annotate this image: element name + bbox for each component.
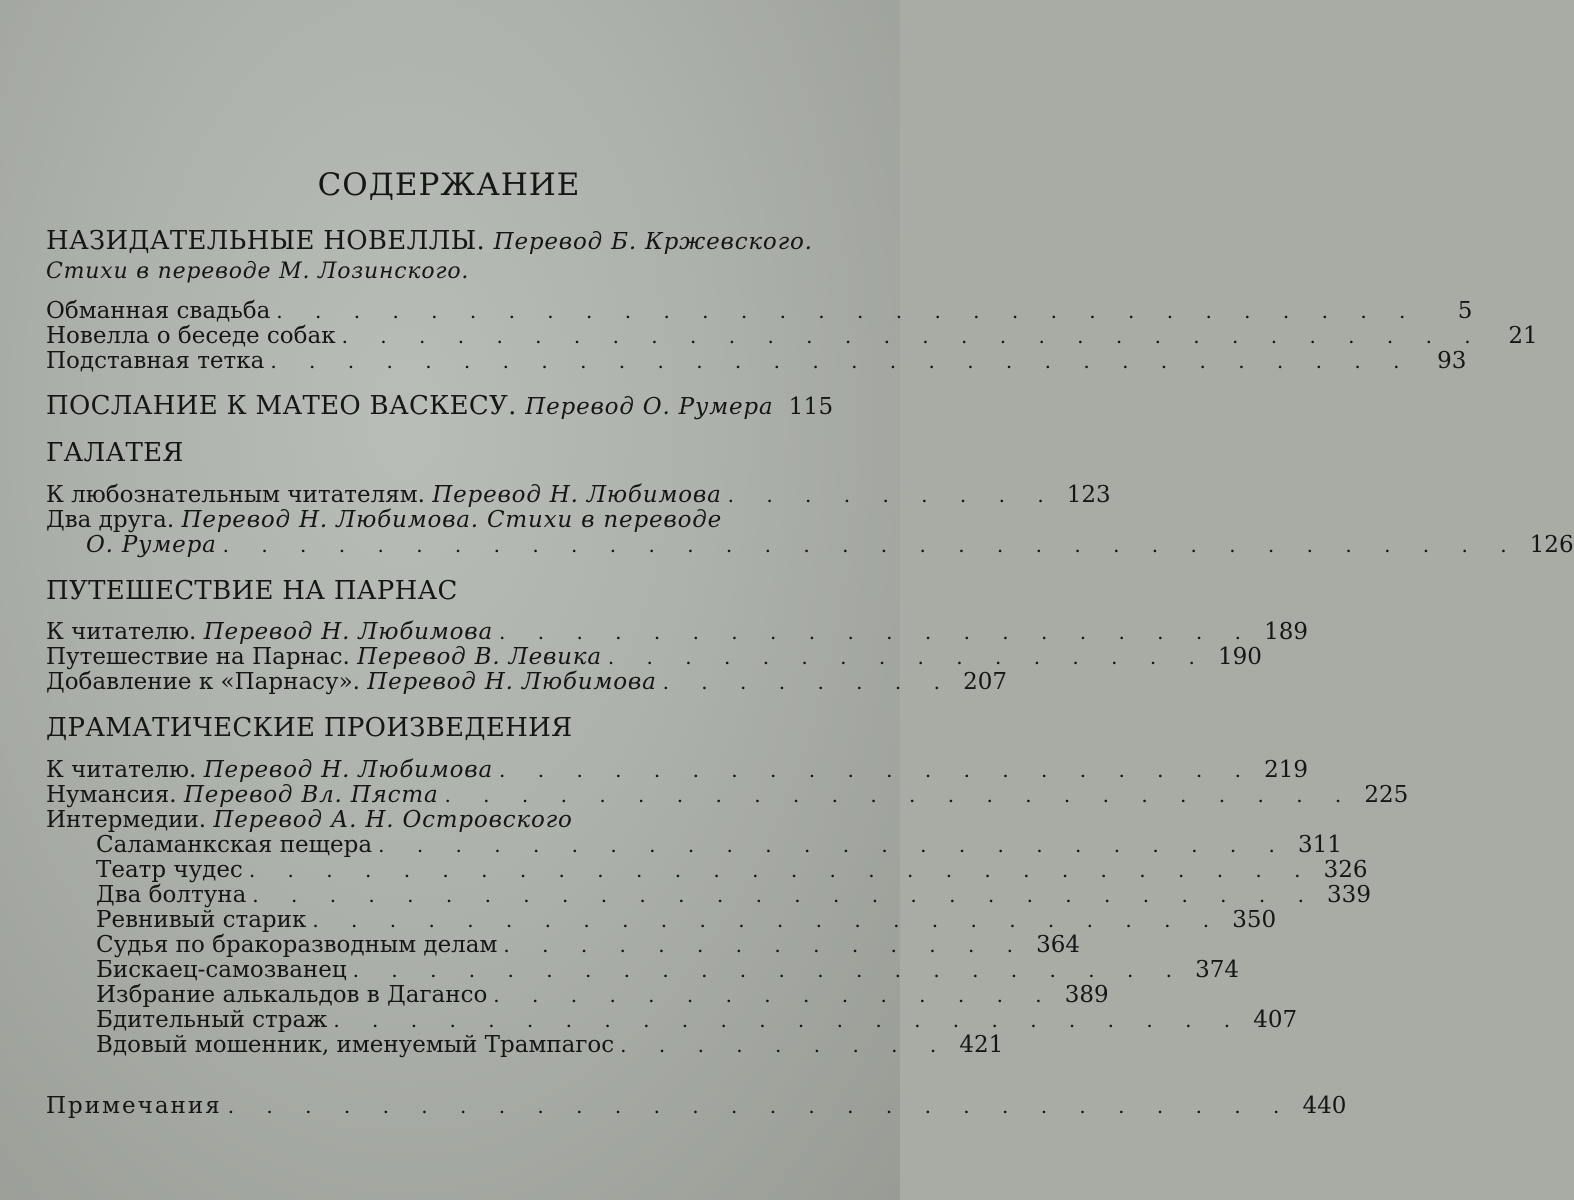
entry-label: Ревнивый старик bbox=[96, 907, 307, 934]
toc-entry bbox=[46, 757, 1308, 784]
leader-dots: . . . . . . . . . . . . . . . . . . . . bbox=[499, 758, 1254, 783]
leader-dots: . . . . . . . . . . . . . . . . . . . . . . . . . . . . bbox=[252, 883, 1317, 908]
entry-translator: Перевод Н. Любимова bbox=[203, 757, 494, 784]
section-heading: ДРАМАТИЧЕСКИЕ ПРОИЗВЕДЕНИЯ bbox=[46, 713, 573, 744]
entry-page: 207 bbox=[963, 669, 1007, 696]
toc-entry bbox=[46, 644, 1262, 671]
entry-label-wrapped bbox=[46, 508, 830, 533]
entry-page: 440 bbox=[1302, 1093, 1347, 1120]
entry-title: Интермедии. bbox=[46, 807, 207, 834]
entry-page: 364 bbox=[1036, 932, 1081, 959]
entry-title: Два друга. bbox=[46, 506, 175, 533]
section-heading: ПУТЕШЕСТВИЕ НА ПАРНАС bbox=[46, 575, 458, 606]
entry-translator: Перевод В. Левика bbox=[357, 644, 602, 671]
entry-page: 190 bbox=[1218, 644, 1262, 671]
entry-translator: Перевод Вл. Пяста bbox=[183, 782, 439, 809]
entry-title: Добавление к «Парнасу». bbox=[46, 669, 360, 696]
leader-dots: . . . . . . . . . bbox=[727, 482, 1057, 507]
entry-label: Вдовый мошенник, именуемый Трампагос bbox=[96, 1032, 615, 1059]
leader-dots: . . . . . . . . . . . . . . . . . . . . . . . . . . . . . . bbox=[341, 324, 1484, 349]
entry-translator-continuation: О. Румера bbox=[86, 531, 217, 558]
leader-dots: . . . . . . . . . . . . . . . . . . . . . . bbox=[352, 958, 1186, 983]
toc-entry bbox=[46, 298, 1473, 325]
toc-entry bbox=[46, 323, 1538, 350]
entry-page: 219 bbox=[1264, 757, 1308, 784]
leader-dots: . . . . . . . . . . . . . . . . . . . . . . . . bbox=[333, 1008, 1244, 1033]
toc-entry bbox=[46, 619, 1308, 646]
section-heading-text: НАЗИДАТЕЛЬНЫЕ НОВЕЛЛЫ. bbox=[46, 226, 486, 257]
entry-translator: Перевод Н. Любимова bbox=[367, 669, 657, 696]
section-heading-translator: Перевод О. Румера bbox=[525, 394, 774, 421]
section-dramatic-works bbox=[46, 713, 1409, 1059]
entry-list bbox=[46, 757, 1409, 1059]
toc-entry bbox=[46, 808, 830, 833]
toc-sub-entry bbox=[46, 832, 1342, 859]
toc-entry-continuation bbox=[46, 531, 1574, 558]
entry-page: 225 bbox=[1364, 782, 1409, 809]
entry-translator: Перевод Н. Любимова. Стихи в переводе bbox=[181, 506, 723, 533]
entry-label bbox=[86, 533, 217, 558]
entry-page: 407 bbox=[1253, 1007, 1298, 1034]
entry-page: 115 bbox=[788, 394, 834, 421]
toc-sub-entry bbox=[46, 907, 1277, 934]
section-exemplary-novels bbox=[46, 226, 1538, 375]
entry-list bbox=[46, 619, 1308, 696]
entry-label bbox=[46, 483, 722, 508]
leader-dots: . . . . . . . . . . . . . . . . . . . . . . . . bbox=[378, 833, 1288, 858]
toc-entry bbox=[46, 782, 1409, 809]
entry-list bbox=[46, 298, 1538, 375]
leader-dots: . . . . . . . . . . . . . . . . . . . . . . . . . . . . bbox=[248, 858, 1314, 883]
entry-page: 421 bbox=[959, 1032, 1004, 1059]
leader-dots: . . . . . . . . . . . . . . . . . . . . . . . . . . . . . . bbox=[270, 349, 1413, 374]
entry-page: 21 bbox=[1508, 323, 1538, 350]
page-title: СОДЕРЖАНИЕ bbox=[317, 167, 581, 203]
leader-dots: . . . . . . . . . . . . . . . . . . . . . . . . bbox=[312, 908, 1223, 933]
entry-label: Бдительный страж bbox=[96, 1007, 328, 1034]
entry-label: Новелла о беседе собак bbox=[46, 323, 336, 350]
entry-list bbox=[46, 481, 1574, 558]
entry-page: 374 bbox=[1195, 957, 1240, 984]
section-heading bbox=[46, 391, 834, 422]
toc-sub-entry bbox=[46, 957, 1240, 984]
entry-page: 311 bbox=[1298, 832, 1342, 859]
entry-translator: Перевод Н. Любимова bbox=[432, 481, 722, 508]
entry-title: Путешествие на Парнас. bbox=[46, 644, 350, 671]
toc-entry bbox=[46, 481, 1111, 508]
entry-label bbox=[46, 670, 657, 695]
entry-title: К любознательным читателям. bbox=[46, 481, 425, 508]
section-heading-text: ПОСЛАНИЕ К МАТЕО ВАСКЕСУ. bbox=[46, 391, 517, 422]
entry-page: 339 bbox=[1327, 882, 1371, 909]
leader-dots: . . . . . . . . . . . . . . bbox=[503, 933, 1027, 958]
entry-label: Избрание алькальдов в Дагансо bbox=[96, 982, 488, 1009]
entry-label: Обманная свадьба bbox=[46, 298, 271, 325]
entry-label: Подставная тетка bbox=[46, 348, 265, 375]
entry-label bbox=[46, 645, 602, 670]
entry-page: 189 bbox=[1264, 619, 1308, 646]
leader-dots: . . . . . . . . . bbox=[620, 1033, 950, 1058]
leader-dots: . . . . . . . . bbox=[662, 670, 953, 695]
leader-dots: . . . . . . . . . . . . . . . . . . . . . . . . . . . . . . . . . . bbox=[222, 532, 1520, 557]
table-of-contents bbox=[46, 167, 1574, 1120]
section-journey-to-parnassus bbox=[46, 575, 1308, 696]
entry-label bbox=[46, 783, 438, 808]
entry-translator: Перевод Н. Любимова bbox=[203, 619, 494, 646]
leader-dots: . . . . . . . . . . . . . . . bbox=[493, 983, 1055, 1008]
entry-label bbox=[46, 808, 573, 833]
toc-sub-entry bbox=[46, 1007, 1298, 1034]
entry-page: 93 bbox=[1437, 348, 1467, 375]
entry-label bbox=[46, 758, 493, 783]
toc-entry bbox=[46, 348, 1467, 375]
entry-page: 126 bbox=[1529, 531, 1574, 558]
entry-label: Театр чудес bbox=[96, 857, 243, 884]
entry-page: 350 bbox=[1232, 907, 1277, 934]
toc-entry-notes bbox=[46, 1093, 1347, 1120]
entry-label: Саламанкская пещера bbox=[96, 832, 373, 859]
leader-dots: . . . . . . . . . . . . . . . . . . . . . . . . . . . . . . bbox=[276, 299, 1419, 324]
entry-page: 5 bbox=[1457, 298, 1473, 325]
section-heading bbox=[46, 226, 830, 257]
entry-title: К читателю. bbox=[46, 757, 197, 784]
entry-label: Два болтуна bbox=[96, 882, 247, 909]
toc-sub-entry bbox=[46, 982, 1109, 1009]
entry-label: Судья по бракоразводным делам bbox=[96, 932, 498, 959]
leader-dots: . . . . . . . . . . . . . . . . bbox=[607, 645, 1208, 670]
leader-dots: . . . . . . . . . . . . . . . . . . . . . . . . . . . . bbox=[227, 1094, 1293, 1119]
section-heading-label bbox=[46, 392, 773, 420]
section-heading-translator: Перевод Б. Кржевского. bbox=[493, 229, 813, 256]
entry-title: К читателю. bbox=[46, 619, 197, 646]
section-heading: ГАЛАТЕЯ bbox=[46, 438, 184, 469]
entry-page: 326 bbox=[1323, 857, 1368, 884]
toc-entry bbox=[46, 669, 1007, 696]
entry-translator: Перевод А. Н. Островского bbox=[213, 807, 573, 834]
spacer bbox=[46, 1076, 830, 1094]
entry-title: Нумансия. bbox=[46, 782, 177, 809]
translator-line: Стихи в переводе М. Лозинского. bbox=[46, 258, 470, 284]
leader-dots: . . . . . . . . . . . . . . . . . . . . bbox=[499, 620, 1254, 645]
toc-sub-entry bbox=[46, 932, 1081, 959]
section-letter-to-mateo bbox=[46, 391, 834, 422]
entry-label: Примечания bbox=[46, 1093, 222, 1120]
toc-sub-entry bbox=[46, 882, 1371, 909]
entry-label bbox=[46, 620, 493, 645]
section-galatea bbox=[46, 438, 1574, 558]
leader-dots: . . . . . . . . . . . . . . . . . . . . . . . . bbox=[444, 783, 1355, 808]
toc-sub-entry bbox=[46, 1032, 1004, 1059]
toc-sub-entry bbox=[46, 857, 1368, 884]
entry-page: 123 bbox=[1066, 481, 1111, 508]
entry-label: Бискаец-самозванец bbox=[96, 957, 347, 984]
entry-page: 389 bbox=[1064, 982, 1109, 1009]
